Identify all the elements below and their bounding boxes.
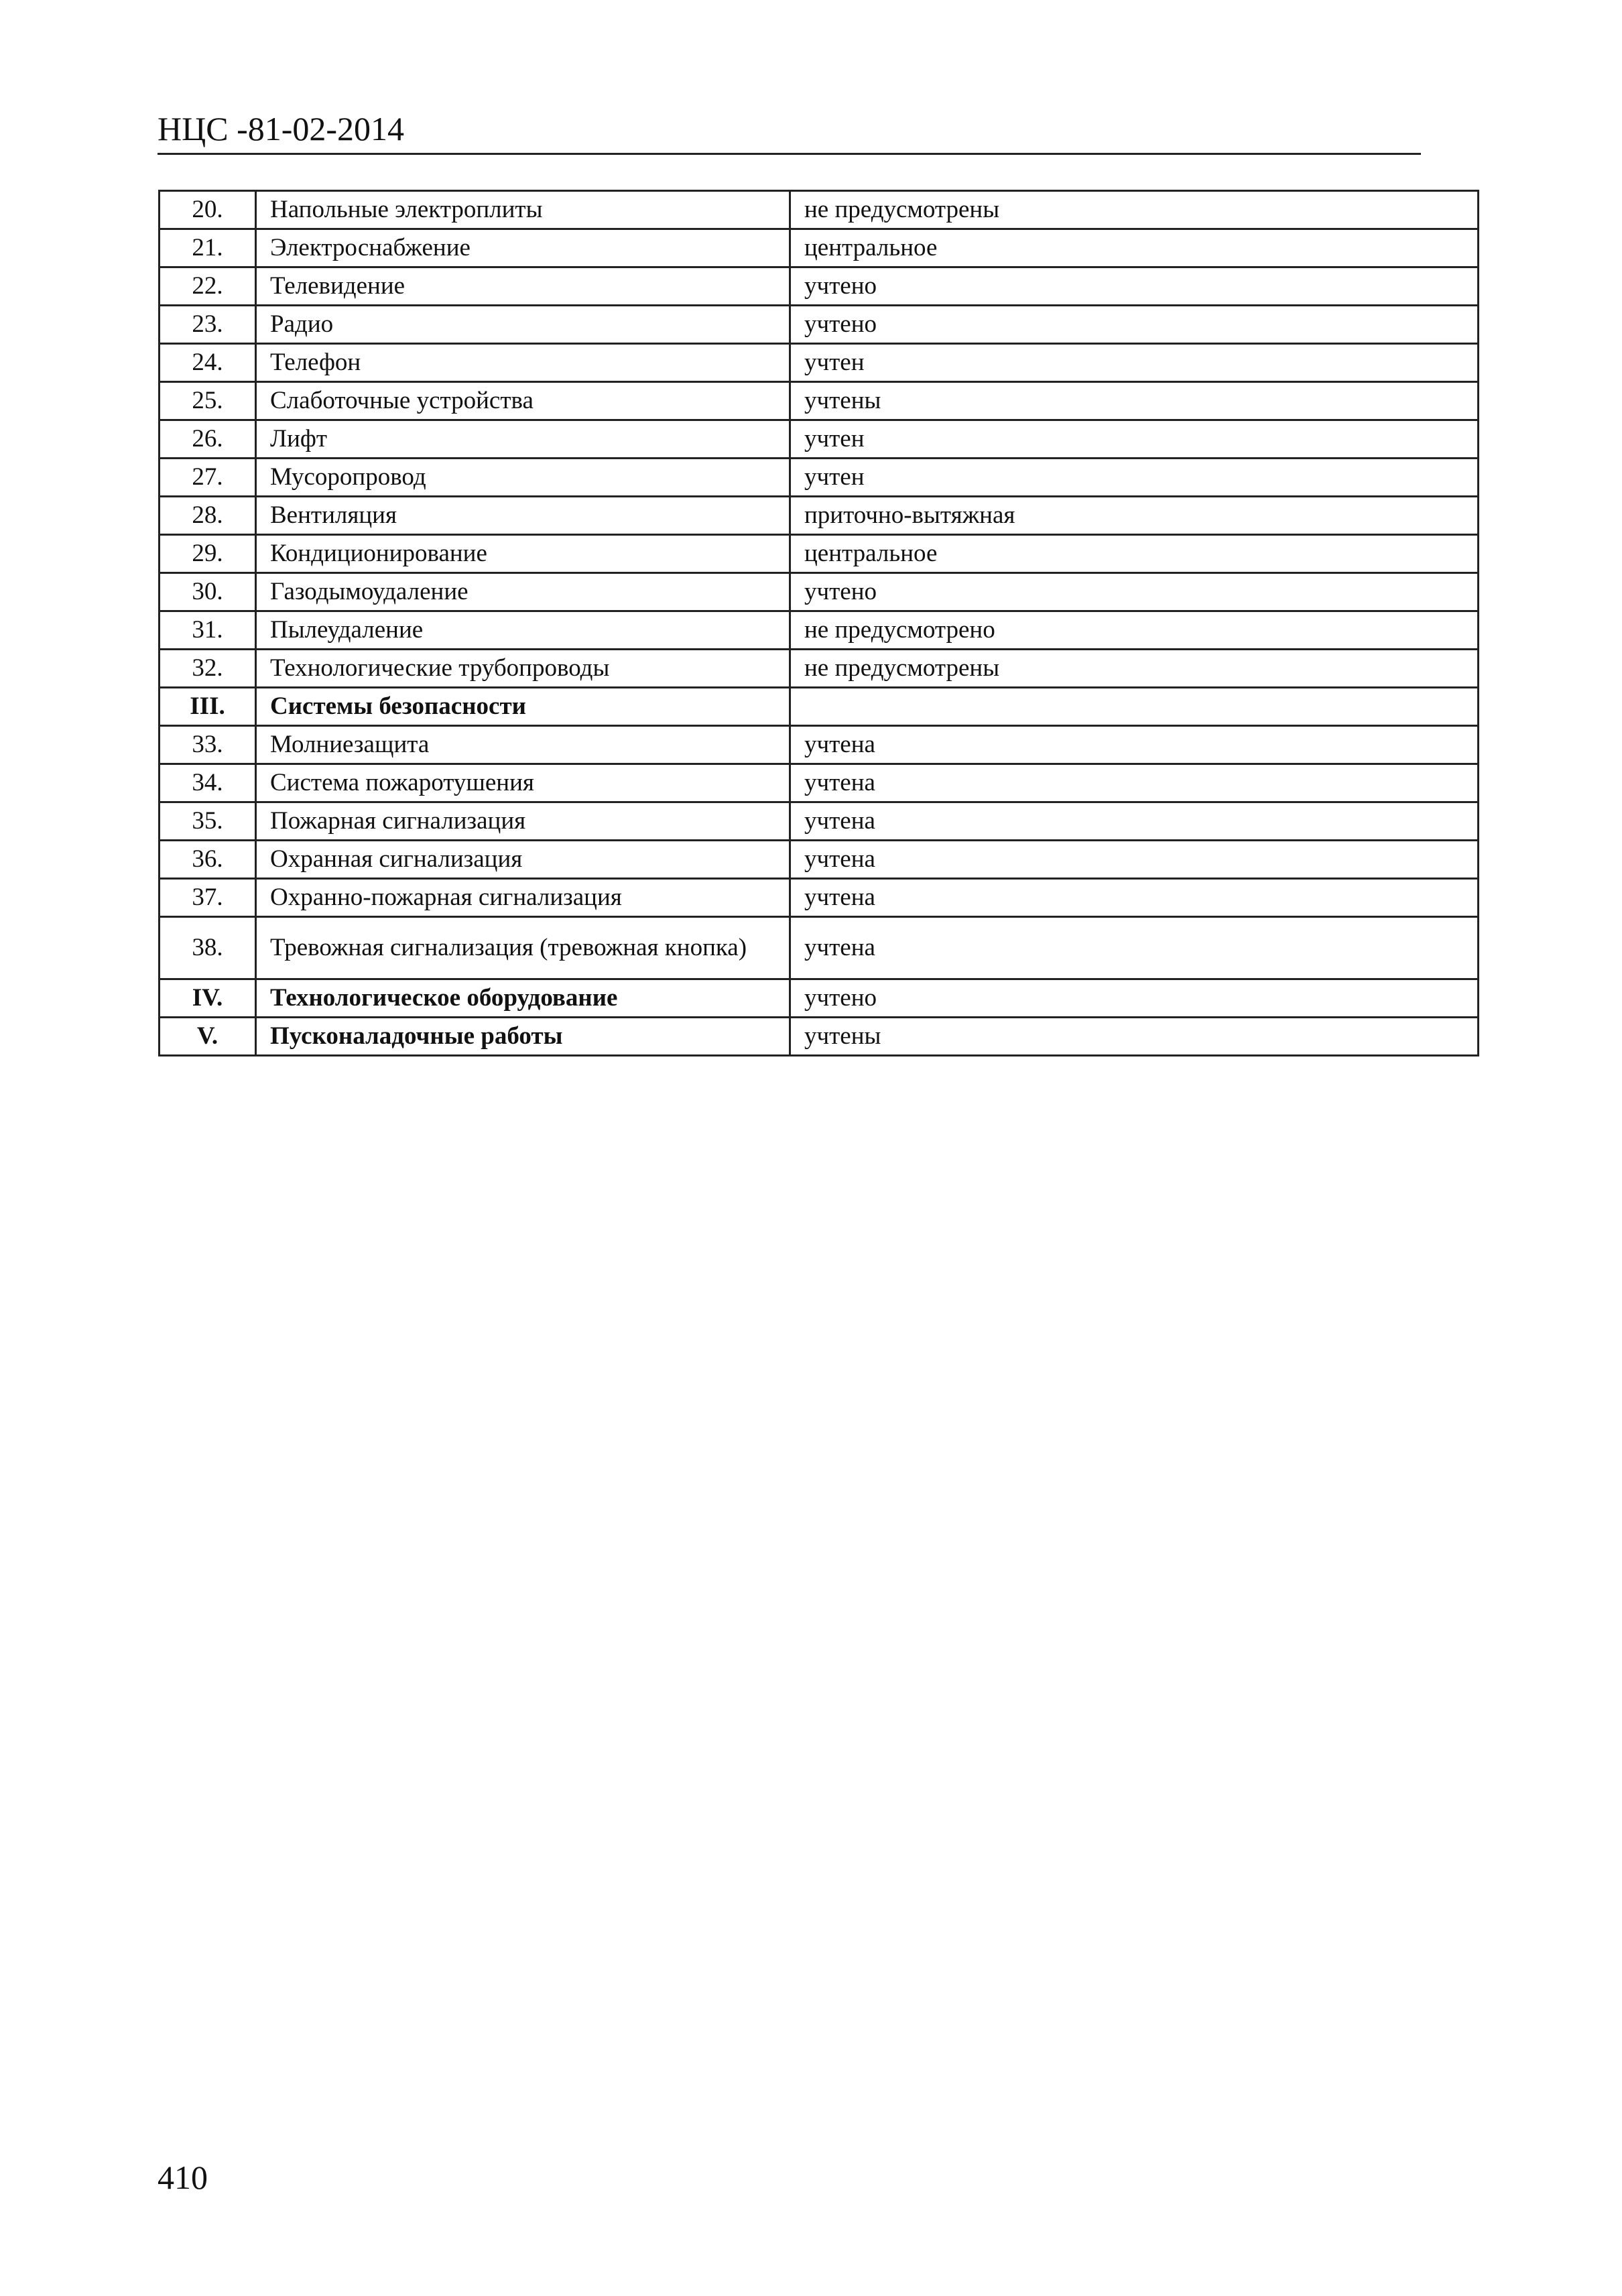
row-number-cell: III. <box>160 688 256 726</box>
row-number-cell: 23. <box>160 306 256 344</box>
item-value-cell: учтено <box>790 267 1479 306</box>
item-value-cell: учтен <box>790 459 1479 497</box>
page-number: 410 <box>158 2159 208 2196</box>
table-row <box>160 1018 1479 1056</box>
item-value-cell: учтена <box>790 841 1479 879</box>
item-name-cell: Охранная сигнализация <box>256 841 790 879</box>
row-number-cell: 27. <box>160 459 256 497</box>
table-row <box>160 497 1479 535</box>
item-value-cell: не предусмотрены <box>790 191 1479 229</box>
table-row <box>160 306 1479 344</box>
item-name-cell: Лифт <box>256 420 790 459</box>
table-row <box>160 267 1479 306</box>
item-name-cell: Электроснабжение <box>256 229 790 267</box>
item-name-cell: Радио <box>256 306 790 344</box>
item-name-cell: Система пожаротушения <box>256 764 790 802</box>
row-number-cell: 20. <box>160 191 256 229</box>
row-number-cell: IV. <box>160 979 256 1018</box>
row-number-cell: 36. <box>160 841 256 879</box>
item-value-cell: центральное <box>790 535 1479 573</box>
item-value-cell: учтена <box>790 879 1479 917</box>
table-row <box>160 979 1479 1018</box>
table-row <box>160 802 1479 841</box>
row-number-cell: 35. <box>160 802 256 841</box>
row-number-cell: 24. <box>160 344 256 382</box>
row-number-cell: 25. <box>160 382 256 420</box>
item-name-cell: Слаботочные устройства <box>256 382 790 420</box>
header-divider <box>158 153 1421 155</box>
item-name-cell: Пожарная сигнализация <box>256 802 790 841</box>
item-name-cell: Пусконаладочные работы <box>256 1018 790 1056</box>
item-value-cell: учтено <box>790 573 1479 611</box>
table-row <box>160 726 1479 764</box>
row-number-cell: 32. <box>160 650 256 688</box>
item-value-cell: центральное <box>790 229 1479 267</box>
item-value-cell: учтено <box>790 979 1479 1018</box>
table-row <box>160 535 1479 573</box>
item-name-cell: Телевидение <box>256 267 790 306</box>
table-row <box>160 879 1479 917</box>
table-row <box>160 420 1479 459</box>
item-name-cell: Пылеудаление <box>256 611 790 650</box>
item-value-cell: учтена <box>790 726 1479 764</box>
row-number-cell: V. <box>160 1018 256 1056</box>
specification-table <box>158 190 1479 1056</box>
item-name-cell: Охранно-пожарная сигнализация <box>256 879 790 917</box>
table-row <box>160 229 1479 267</box>
table-row <box>160 688 1479 726</box>
row-number-cell: 30. <box>160 573 256 611</box>
item-name-cell: Технологические трубопроводы <box>256 650 790 688</box>
row-number-cell: 33. <box>160 726 256 764</box>
item-name-cell: Технологическое оборудование <box>256 979 790 1018</box>
item-value-cell: учтена <box>790 917 1479 979</box>
row-number-cell: 34. <box>160 764 256 802</box>
item-name-cell: Молниезащита <box>256 726 790 764</box>
specification-table-body <box>160 191 1479 1056</box>
table-row <box>160 459 1479 497</box>
item-name-cell: Тревожная сигнализация (тревожная кнопка) <box>256 917 790 979</box>
item-value-cell <box>790 688 1479 726</box>
item-value-cell: не предусмотрено <box>790 611 1479 650</box>
item-name-cell: Вентиляция <box>256 497 790 535</box>
table-row <box>160 382 1479 420</box>
row-number-cell: 37. <box>160 879 256 917</box>
table-row <box>160 344 1479 382</box>
document-code: НЦС -81-02-2014 <box>158 110 405 147</box>
item-value-cell: учтена <box>790 764 1479 802</box>
table-row <box>160 917 1479 979</box>
item-name-cell: Мусоропровод <box>256 459 790 497</box>
item-value-cell: учтены <box>790 1018 1479 1056</box>
item-value-cell: учтены <box>790 382 1479 420</box>
row-number-cell: 22. <box>160 267 256 306</box>
table-row <box>160 573 1479 611</box>
row-number-cell: 21. <box>160 229 256 267</box>
item-value-cell: учтена <box>790 802 1479 841</box>
item-name-cell: Кондиционирование <box>256 535 790 573</box>
table-row <box>160 764 1479 802</box>
table-row <box>160 650 1479 688</box>
item-value-cell: не предусмотрены <box>790 650 1479 688</box>
item-value-cell: учтен <box>790 344 1479 382</box>
item-value-cell: приточно-вытяжная <box>790 497 1479 535</box>
table-row <box>160 191 1479 229</box>
item-name-cell: Системы безопасности <box>256 688 790 726</box>
row-number-cell: 28. <box>160 497 256 535</box>
item-value-cell: учтено <box>790 306 1479 344</box>
row-number-cell: 29. <box>160 535 256 573</box>
item-name-cell: Напольные электроплиты <box>256 191 790 229</box>
row-number-cell: 38. <box>160 917 256 979</box>
table-row <box>160 611 1479 650</box>
row-number-cell: 26. <box>160 420 256 459</box>
table-row <box>160 841 1479 879</box>
item-name-cell: Телефон <box>256 344 790 382</box>
row-number-cell: 31. <box>160 611 256 650</box>
item-value-cell: учтен <box>790 420 1479 459</box>
item-name-cell: Газодымоудаление <box>256 573 790 611</box>
